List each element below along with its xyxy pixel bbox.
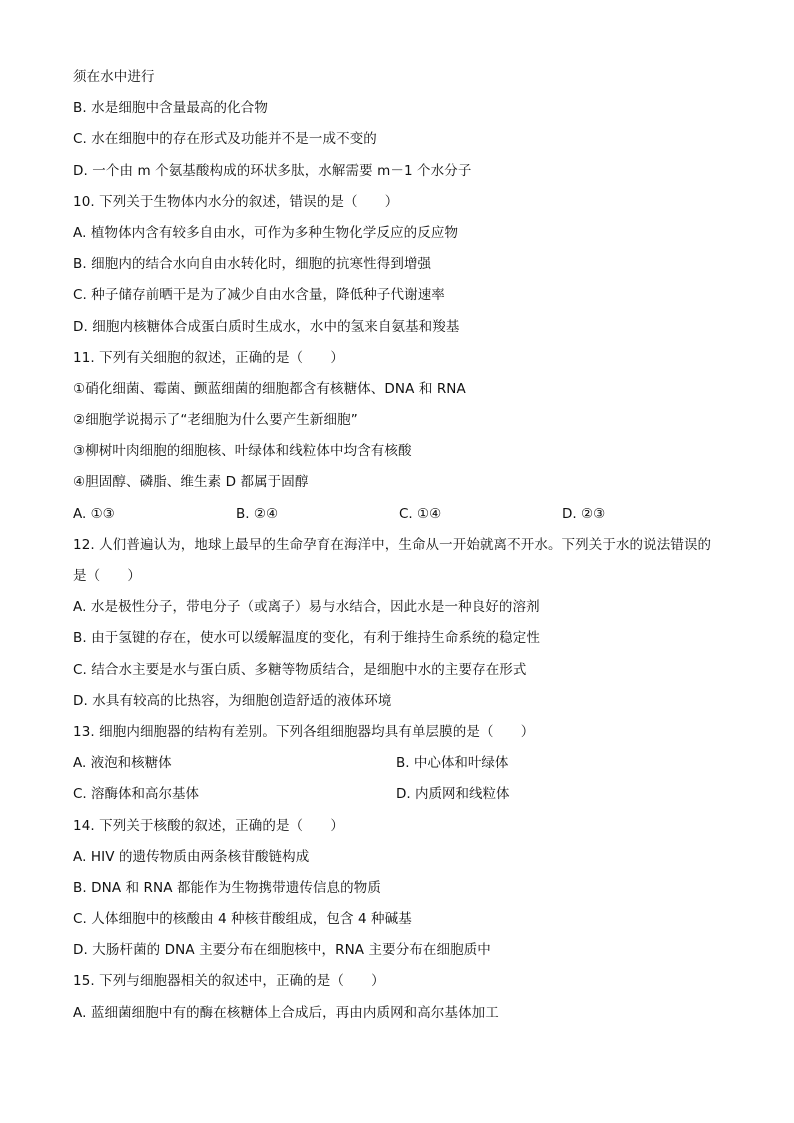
q13-option-c: C. 溶酶体和高尔基体: [73, 786, 200, 803]
q12-option-d: D. 水具有较高的比热容，为细胞创造舒适的液体环境: [73, 692, 392, 709]
q13-option-b: B. 中心体和叶绿体: [396, 755, 509, 772]
q11-statement-2: ②细胞学说揭示了“老细胞为什么要产生新细胞”: [73, 412, 358, 429]
q10-option-d: D. 细胞内核糖体合成蛋白质时生成水，水中的氢来自氨基和羧基: [73, 318, 460, 335]
q11-option-d: D. ②③: [562, 505, 606, 522]
q12-option-a: A. 水是极性分子，带电分子（或离子）易与水结合，因此水是一种良好的溶剂: [73, 599, 540, 616]
q14-option-c: C. 人体细胞中的核酸由 4 种核苷酸组成，包含 4 种碱基: [73, 911, 412, 928]
q13-option-d: D. 内质网和线粒体: [396, 786, 510, 803]
q14-stem: 14. 下列关于核酸的叙述，正确的是（ ）: [73, 817, 344, 834]
q10-option-b: B. 细胞内的结合水向自由水转化时，细胞的抗寒性得到增强: [73, 256, 432, 273]
question-list: [73, 62, 733, 1029]
q13-options-row-2: [73, 779, 733, 810]
q14-option-a: A. HIV 的遗传物质由两条核苷酸链构成: [73, 848, 310, 865]
q10-stem: 10. 下列关于生物体内水分的叙述，错误的是（ ）: [73, 193, 399, 210]
q11-option-c: C. ①④: [399, 505, 442, 522]
q9-option-b: B. 水是细胞中含量最高的化合物: [73, 100, 268, 117]
q13-option-a: A. 液泡和核糖体: [73, 755, 172, 772]
q10-option-c: C. 种子储存前晒干是为了减少自由水含量，降低种子代谢速率: [73, 287, 445, 304]
q12-option-b: B. 由于氢键的存在，使水可以缓解温度的变化，有利于维持生命系统的稳定性: [73, 630, 540, 647]
q11-option-b: B. ②④: [236, 505, 279, 522]
q11-option-a: A. ①③: [73, 505, 115, 522]
q11-statement-3: ③柳树叶肉细胞的细胞核、叶绿体和线粒体中均含有核酸: [73, 443, 412, 460]
q9-stem-continuation: 须在水中进行: [73, 69, 155, 85]
q13-options-row-1: [73, 748, 733, 779]
q14-option-b: B. DNA 和 RNA 都能作为生物携带遗传信息的物质: [73, 879, 381, 896]
q11-stem: 11. 下列有关细胞的叙述，正确的是（ ）: [73, 349, 344, 366]
q12-stem-line-2: 是（ ）: [73, 568, 141, 584]
q11-statement-1: ①硝化细菌、霉菌、颤蓝细菌的细胞都含有核糖体、DNA 和 RNA: [73, 380, 466, 397]
q10-option-a: A. 植物体内含有较多自由水，可作为多种生物化学反应的反应物: [73, 224, 459, 241]
q12-option-c: C. 结合水主要是水与蛋白质、多糖等物质结合，是细胞中水的主要存在形式: [73, 661, 527, 678]
q11-options: [73, 499, 733, 530]
q9-option-c: C. 水在细胞中的存在形式及功能并不是一成不变的: [73, 131, 377, 148]
q11-statement-4: ④胆固醇、磷脂、维生素 D 都属于固醇: [73, 474, 309, 491]
q12-stem-line-1: 12. 人们普遍认为，地球上最早的生命孕育在海洋中，生命从一开始就离不开水。下列关于水的说法错误的: [73, 536, 712, 553]
q15-option-a: A. 蓝细菌细胞中有的酶在核糖体上合成后，再由内质网和高尔基体加工: [73, 1004, 499, 1021]
q9-option-d: D. 一个由 m 个氨基酸构成的环状多肽，水解需要 m－1 个水分子: [73, 162, 472, 179]
q15-stem: 15. 下列与细胞器相关的叙述中，正确的是（ ）: [73, 973, 385, 990]
q13-stem: 13. 细胞内细胞器的结构有差别。下列各组细胞器均具有单层膜的是（ ）: [73, 723, 535, 740]
q14-option-d: D. 大肠杆菌的 DNA 主要分布在细胞核中，RNA 主要分布在细胞质中: [73, 942, 491, 959]
